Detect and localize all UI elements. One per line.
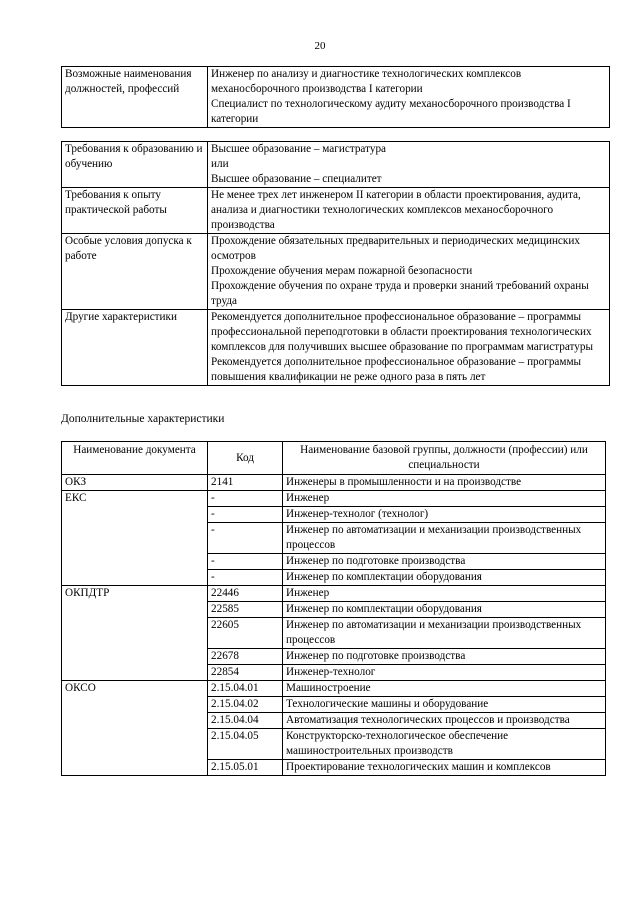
code-cell: - — [208, 570, 283, 586]
column-header: Наименование базовой группы, должности (профессии) или специальности — [283, 442, 606, 475]
document-cell: ОКЗ — [62, 475, 208, 491]
code-cell: 22605 — [208, 618, 283, 649]
name-cell: Инженер по подготовке производства — [283, 649, 606, 665]
code-cell: 22585 — [208, 602, 283, 618]
column-header: Наименование документа — [62, 442, 208, 475]
name-cell: Инженер по комплектации оборудования — [283, 602, 606, 618]
row-value: Специалист по технологическому аудиту механосборочного производства I категории — [211, 98, 571, 125]
row-value: или — [211, 158, 229, 170]
code-cell: - — [208, 523, 283, 554]
table-row — [62, 188, 610, 234]
table-row — [62, 681, 606, 697]
document-cell: ОКПДТР — [62, 586, 208, 681]
row-label: Требования к образованию и обучению — [62, 142, 208, 188]
name-cell: Инженер по автоматизации и механизации производственных процессов — [283, 523, 606, 554]
row-label: Требования к опыту практической работы — [62, 188, 208, 234]
code-cell: - — [208, 491, 283, 507]
code-cell: 2.15.04.02 — [208, 697, 283, 713]
table-row — [62, 234, 610, 310]
row-label: Возможные наименования должностей, профессий — [62, 67, 208, 128]
name-cell: Инженер — [283, 491, 606, 507]
code-cell: 22446 — [208, 586, 283, 602]
row-label: Особые условия допуска к работе — [62, 234, 208, 310]
code-cell: - — [208, 554, 283, 570]
row-value: Рекомендуется дополнительное профессиональное образование – программы повышения квалификации не реже одного раза в пять лет — [211, 356, 582, 383]
name-cell: Конструкторско-технологическое обеспечение машиностроительных производств — [283, 729, 606, 760]
name-cell: Инженер по комплектации оборудования — [283, 570, 606, 586]
column-header: Код — [208, 442, 283, 475]
name-cell: Инженер по подготовке производства — [283, 554, 606, 570]
table-body — [62, 475, 606, 776]
table-row — [62, 142, 610, 188]
name-cell: Инженеры в промышленности и на производстве — [283, 475, 606, 491]
code-cell: 2.15.05.01 — [208, 760, 283, 776]
row-label: Другие характеристики — [62, 310, 208, 386]
table-row — [62, 491, 606, 507]
row-value: Прохождение обязательных предварительных и периодических медицинских осмотров — [211, 235, 580, 262]
table-row — [62, 310, 610, 386]
row-values — [208, 310, 610, 386]
name-cell: Инженер — [283, 586, 606, 602]
name-cell: Машиностроение — [283, 681, 606, 697]
row-values — [208, 188, 610, 234]
table-row — [62, 475, 606, 491]
name-cell: Проектирование технологических машин и комплексов — [283, 760, 606, 776]
row-values — [208, 142, 610, 188]
code-cell: 2.15.04.05 — [208, 729, 283, 760]
code-cell: 22678 — [208, 649, 283, 665]
row-value: Не менее трех лет инженером II категории в области проектирования, аудита, анализа и диагностики технологических комплексов механосборочного производства — [211, 189, 581, 231]
row-values — [208, 67, 610, 128]
requirements-table — [61, 141, 610, 386]
code-cell: 2.15.04.01 — [208, 681, 283, 697]
table-header-row — [62, 442, 606, 475]
code-cell: 2141 — [208, 475, 283, 491]
code-cell: 2.15.04.04 — [208, 713, 283, 729]
row-value: Инженер по анализу и диагностике технологических комплексов механосборочного производства I категории — [211, 68, 522, 95]
additional-heading: Дополнительные характеристики — [61, 413, 225, 425]
page-number: 20 — [314, 40, 326, 52]
name-cell: Инженер по автоматизации и механизации производственных процессов — [283, 618, 606, 649]
name-cell: Автоматизация технологических процессов и производства — [283, 713, 606, 729]
table-row — [62, 586, 606, 602]
row-value: Высшее образование – магистратура — [211, 143, 387, 155]
name-cell: Технологические машины и оборудование — [283, 697, 606, 713]
document-cell: ЕКС — [62, 491, 208, 586]
row-value: Высшее образование – специалитет — [211, 173, 382, 185]
row-value: Прохождение обучения мерам пожарной безопасности — [211, 265, 473, 277]
additional-characteristics-table — [61, 441, 606, 776]
table-row — [62, 67, 610, 128]
row-values — [208, 234, 610, 310]
row-value: Рекомендуется дополнительное профессиональное образование – программы профессиональной переподготовки в области проектирования технологических комплексов для получивших высшее образование по программам магистратуры — [211, 311, 593, 353]
code-cell: 22854 — [208, 665, 283, 681]
name-cell: Инженер-технолог — [283, 665, 606, 681]
code-cell: - — [208, 507, 283, 523]
row-value: Прохождение обучения по охране труда и проверки знаний требований охраны труда — [211, 280, 589, 307]
document-cell: ОКСО — [62, 681, 208, 776]
job-titles-table — [61, 66, 610, 128]
name-cell: Инженер-технолог (технолог) — [283, 507, 606, 523]
